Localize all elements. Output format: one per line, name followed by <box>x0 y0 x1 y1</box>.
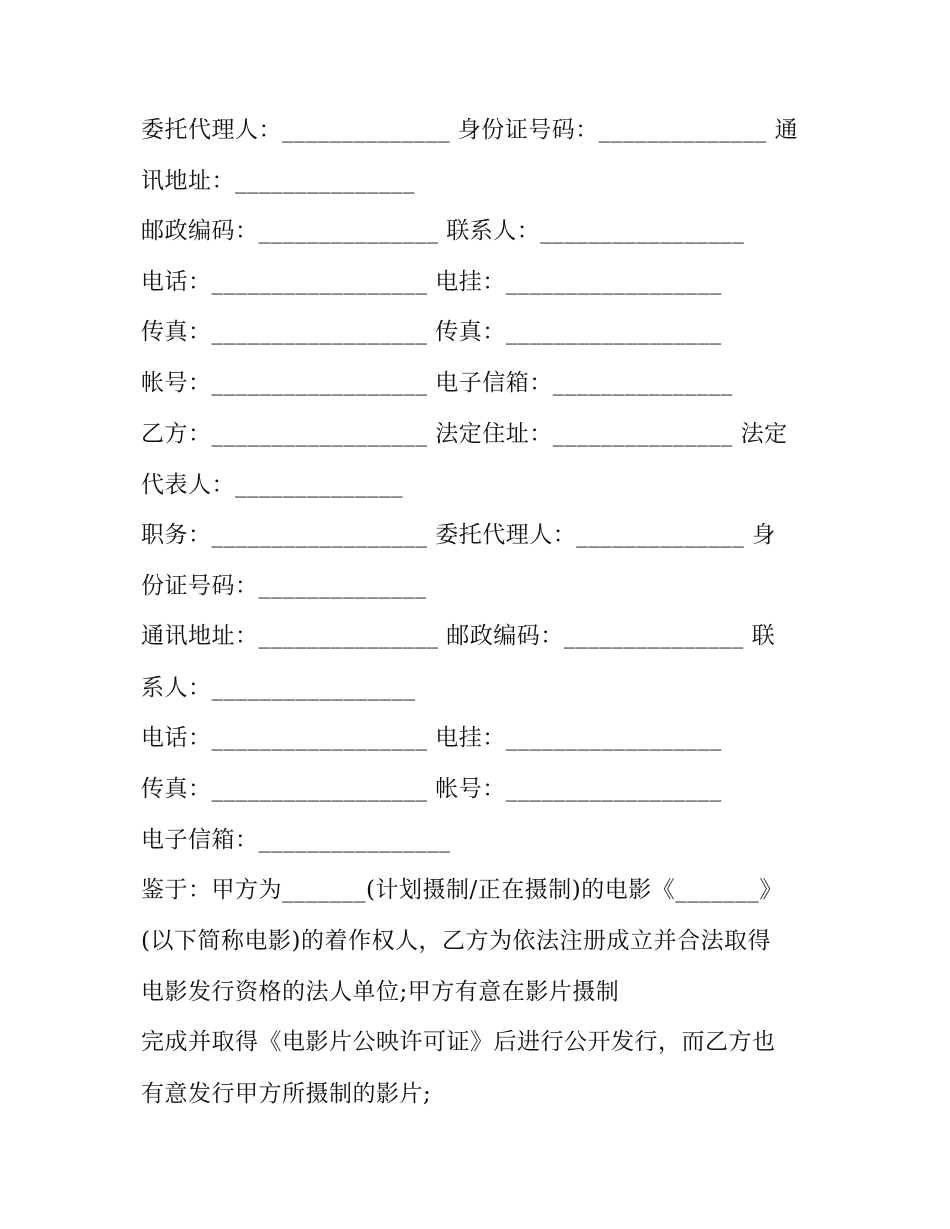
text-line: 电话：__________________ 电挂：__________________ <box>141 725 722 751</box>
text-line: 邮政编码：_______________ 联系人：_________________ <box>141 218 745 244</box>
text-line: 完成并取得《电影片公映许可证》后进行公开发行，而乙方也 <box>141 1029 776 1055</box>
text-line: 通讯地址：_______________ 邮政编码：_______________ 联 <box>141 623 776 649</box>
text-line: 系人：_________________ <box>141 675 416 701</box>
text-line: 委托代理人：______________ 身份证号码：______________ 通 <box>141 117 799 143</box>
text-line: 电话：__________________ 电挂：__________________ <box>141 269 722 295</box>
text-line: 乙方：__________________ 法定住址：_______________ 法定 <box>141 421 788 447</box>
text-line: 鉴于：甲方为_______(计划摄制/正在摄制)的电影《_______》 <box>141 877 783 903</box>
text-line: 职务：__________________ 委托代理人：______________ 身 <box>141 522 776 548</box>
text-line: 传真：__________________ 传真：__________________ <box>141 319 722 345</box>
text-line: 代表人：______________ <box>141 472 403 498</box>
text-line: 有意发行甲方所摄制的影片; <box>141 1081 432 1107</box>
text-line: 帐号：__________________ 电子信箱：_______________ <box>141 370 733 396</box>
text-line: 电影发行资格的法人单位;甲方有意在影片摄制 <box>141 979 620 1005</box>
text-line: 份证号码：______________ <box>141 573 427 599</box>
text-line: 讯地址：_______________ <box>141 168 415 194</box>
text-line: 电子信箱：________________ <box>141 827 451 853</box>
text-line: (以下简称电影)的着作权人，乙方为依法注册成立并合法取得 <box>141 928 771 954</box>
text-line: 传真：__________________ 帐号：__________________ <box>141 776 722 802</box>
